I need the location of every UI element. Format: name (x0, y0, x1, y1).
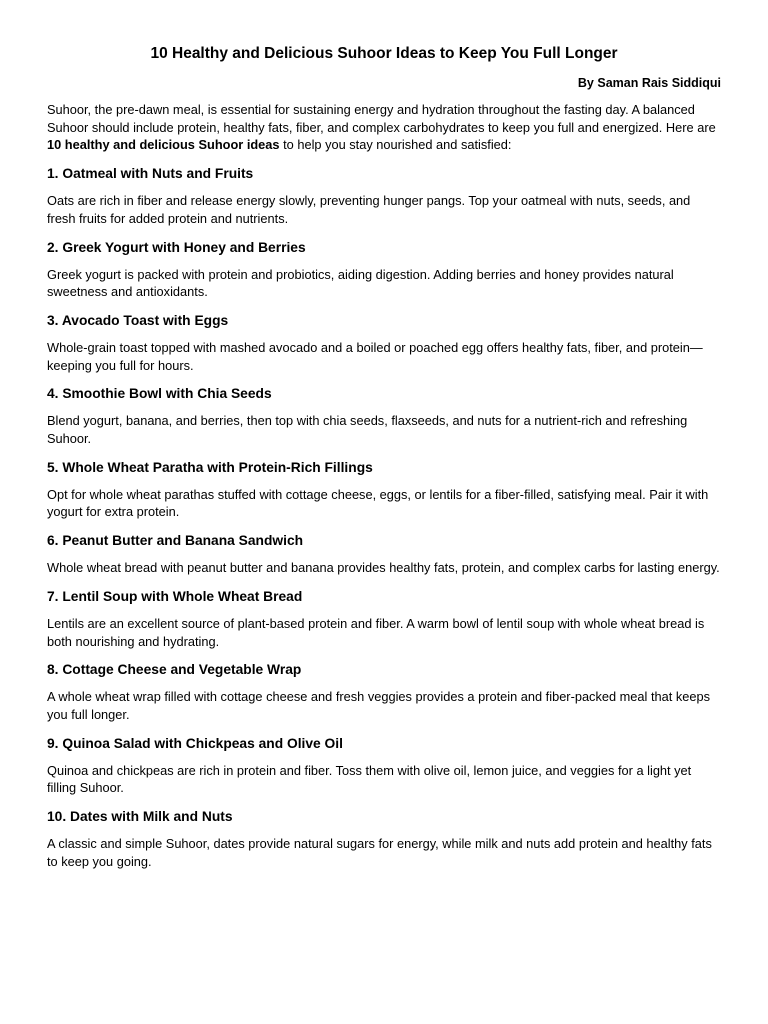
section-heading: 8. Cottage Cheese and Vegetable Wrap (47, 662, 302, 678)
author-byline: By Saman Rais Siddiqui (577, 76, 721, 90)
section-body: Whole wheat bread with peanut butter and banana provides healthy fats, protein, and complex carbs for lasting energy. (47, 560, 720, 576)
intro-text-end: to help you stay nourished and satisfied: (279, 137, 512, 153)
section-heading: 5. Whole Wheat Paratha with Protein-Rich Fillings (47, 459, 373, 475)
intro-text-bold: 10 healthy and delicious Suhoor ideas (47, 137, 280, 153)
section-body: Oats are rich in fiber and release energy slowly, preventing hunger pangs. Top your oatmeal with nuts, seeds, and fresh fruits for added protein and nutrients. (47, 193, 691, 226)
section-body: Greek yogurt is packed with protein and probiotics, aiding digestion. Adding berries and honey provides natural sweetness and antioxidants. (47, 266, 674, 300)
section-body: A classic and simple Suhoor, dates provide natural sugars for energy, while milk and nuts add protein and healthy fats to keep you going. (47, 836, 712, 869)
intro-text-start: Suhoor, the pre-dawn meal, is essential for sustaining energy and hydration throughout the fasting day. A balanced Suhoor should include protein, healthy fats, fiber, and complex carbohydrates to keep you full and energized. Here are (47, 102, 716, 135)
section-body: Quinoa and chickpeas are rich in protein and fiber. Toss them with olive oil, lemon juice, and veggies for a light yet filling Suhoor. (47, 762, 692, 796)
section-body: Blend yogurt, banana, and berries, then top with chia seeds, flaxseeds, and nuts for a nutrient-rich and refreshing Suhoor. (47, 413, 688, 447)
section-body: Opt for whole wheat parathas stuffed with cottage cheese, eggs, or lentils for a fiber-filled, satisfying meal. Pair it with yogurt for extra protein. (47, 486, 709, 520)
section-body: Whole-grain toast topped with mashed avocado and a boiled or poached egg offers healthy fats, fiber, and protein—keeping you full for hours. (47, 339, 703, 373)
section-heading: 10. Dates with Milk and Nuts (47, 809, 233, 825)
section-body: Lentils are an excellent source of plant-based protein and fiber. A warm bowl of lentil soup with whole wheat bread is both nourishing and hydrating. (47, 615, 705, 649)
section-heading: 7. Lentil Soup with Whole Wheat Bread (47, 588, 303, 604)
section-heading: 6. Peanut Butter and Banana Sandwich (47, 533, 304, 549)
section-body: A whole wheat wrap filled with cottage cheese and fresh veggies provides a protein and fiber-packed meal that keeps you full longer. (47, 689, 710, 722)
section-heading: 4. Smoothie Bowl with Chia Seeds (47, 386, 272, 402)
intro-paragraph (47, 101, 721, 154)
section-heading: 2. Greek Yogurt with Honey and Berries (47, 239, 306, 255)
section-heading: 3. Avocado Toast with Eggs (47, 312, 229, 328)
section-heading: 1. Oatmeal with Nuts and Fruits (47, 166, 254, 182)
section-heading: 9. Quinoa Salad with Chickpeas and Olive Oil (47, 735, 343, 751)
document-title: 10 Healthy and Delicious Suhoor Ideas to Keep You Full Longer (150, 45, 618, 62)
